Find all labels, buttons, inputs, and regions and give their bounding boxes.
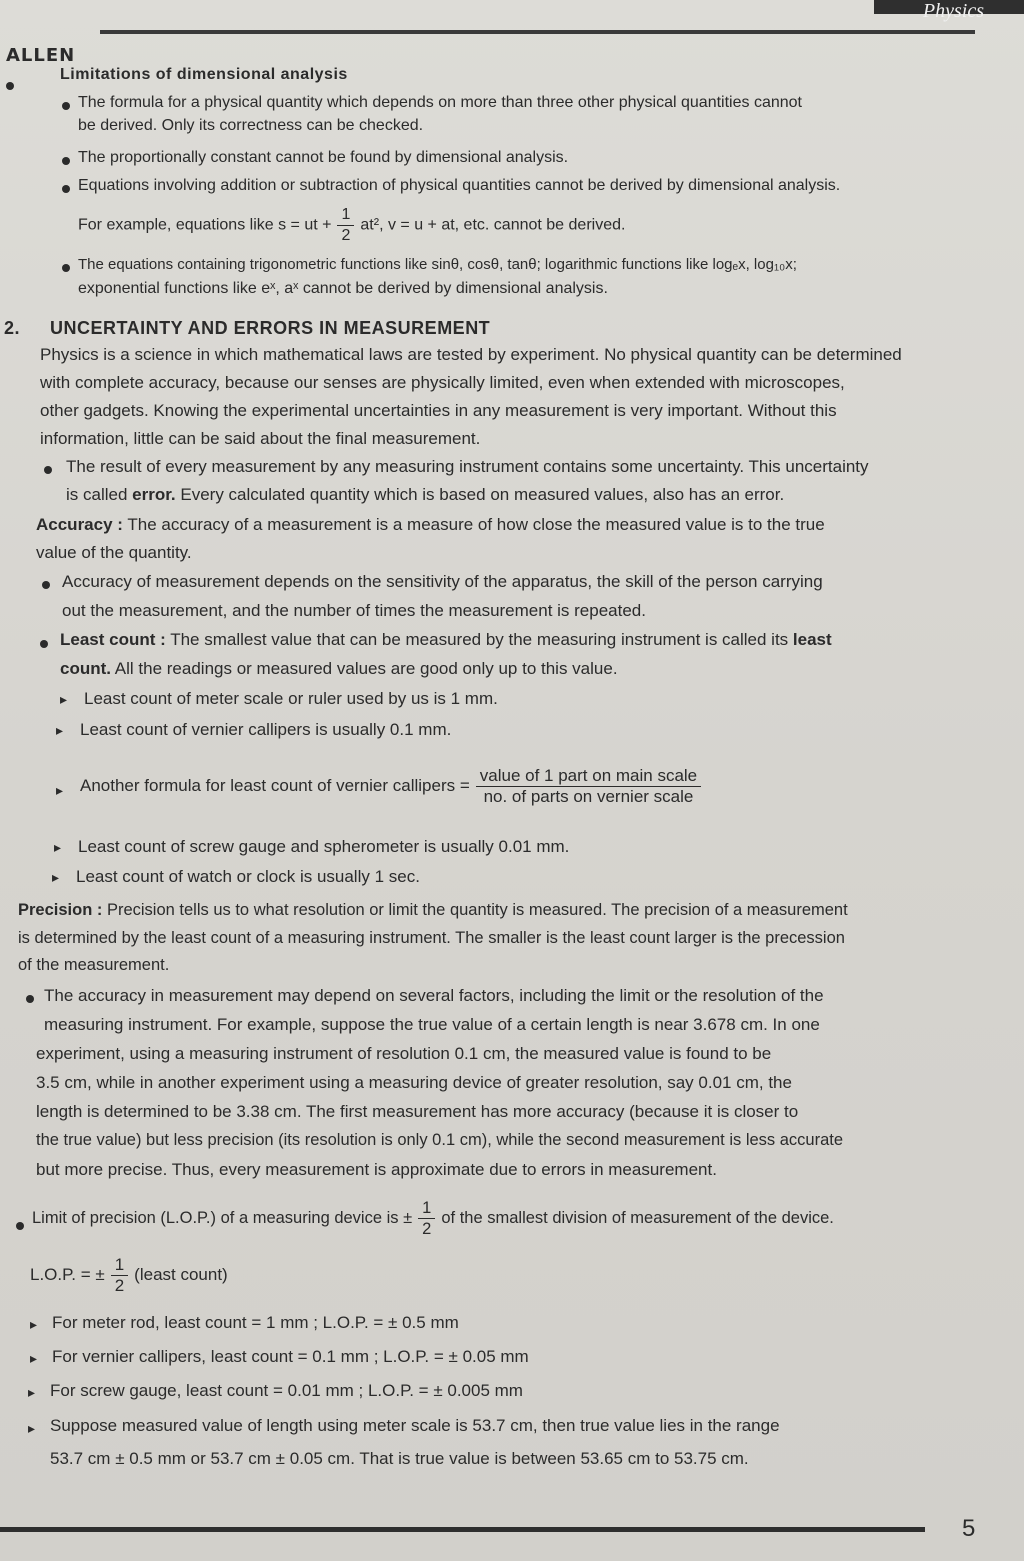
lop-definition xyxy=(32,1198,834,1239)
lop-vernier: For vernier callipers, least count = 0.1 mm ; L.O.P. = ± 0.05 mm xyxy=(52,1347,529,1366)
accuracy-bullet-2: out the measurement, and the number of times the measurement is repeated. xyxy=(62,601,646,620)
half-fraction xyxy=(337,205,354,246)
arrow-bullet-icon: ▸ xyxy=(56,722,64,738)
arrow-bullet-icon: ▸ xyxy=(28,1384,36,1400)
intro-line-3: other gadgets. Knowing the experimental uncertainties in any measurement is very important. Without this xyxy=(40,401,837,420)
arrow-bullet-icon: ▸ xyxy=(56,782,64,798)
lop-eq-numerator: 1 xyxy=(111,1255,128,1276)
arrow-bullet-icon: ▸ xyxy=(60,691,68,707)
fraction-denominator: 2 xyxy=(341,227,351,244)
count-term: count. xyxy=(60,659,111,678)
lop-denominator: 2 xyxy=(422,1220,432,1238)
accuracy-text: The accuracy of a measurement is a measure of how close the measured value is to the true xyxy=(127,515,825,534)
lop-fraction xyxy=(418,1198,435,1239)
lop-meter: For meter rod, least count = 1 mm ; L.O.P. = ± 0.5 mm xyxy=(52,1313,459,1332)
arrow-bullet-icon: ▸ xyxy=(54,839,62,855)
bullet-icon xyxy=(40,640,48,648)
bullet-icon xyxy=(62,185,70,193)
section-title: UNCERTAINTY AND ERRORS IN MEASUREMENT xyxy=(50,318,491,338)
error-suffix: Every calculated quantity which is based on measured values, also has an error. xyxy=(180,485,785,504)
error-line-2 xyxy=(66,485,784,505)
precision-line-3: of the measurement. xyxy=(18,956,170,974)
formula-prefix: Another formula for least count of vernier callipers = xyxy=(80,775,470,795)
lop-example-1: Suppose measured value of length using meter scale is 53.7 cm, then true value lies in the range xyxy=(50,1416,780,1435)
section-number: 2. xyxy=(4,318,21,338)
bullet-icon xyxy=(62,157,70,165)
precision-text: Precision tells us to what resolution or limit the quantity is measured. The precision of a measurement xyxy=(106,901,848,919)
formula-denominator: no. of parts on vernier scale xyxy=(483,787,694,806)
factors-line-7: but more precise. Thus, every measurement is approximate due to errors in measurement. xyxy=(36,1160,717,1179)
arrow-bullet-icon: ▸ xyxy=(30,1350,38,1366)
error-line-1: The result of every measurement by any measuring instrument contains some uncertainty. This uncertainty xyxy=(66,457,869,476)
bullet-icon xyxy=(26,995,34,1003)
example-prefix: For example, equations like xyxy=(78,216,274,234)
intro-line-1: Physics is a science in which mathematical laws are tested by experiment. No physical quantity can be determined xyxy=(40,345,902,364)
error-prefix: is called xyxy=(66,485,128,504)
intro-line-2: with complete accuracy, because our senses are physically limited, even when extended with microscopes, xyxy=(40,373,845,392)
least-count-text-2: All the readings or measured values are good only up to this value. xyxy=(114,659,618,678)
least-count-formula xyxy=(80,766,707,807)
intro-line-4: information, little can be said about the final measurement. xyxy=(40,429,481,448)
page-number: 5 xyxy=(962,1515,976,1542)
factors-line-2: measuring instrument. For example, suppose the true value of a certain length is near 3.678 cm. In one xyxy=(44,1015,820,1034)
precision-line-2: is determined by the least count of a measuring instrument. The smaller is the least count larger is the precession xyxy=(18,929,845,947)
lop-equation xyxy=(30,1255,228,1296)
precision-label: Precision : xyxy=(18,901,103,919)
accuracy-line-2: value of the quantity. xyxy=(36,543,192,562)
bullet-icon xyxy=(62,102,70,110)
least-count-screw: Least count of screw gauge and spherometer is usually 0.01 mm. xyxy=(78,837,570,856)
lop-eq-prefix: L.O.P. = ± xyxy=(30,1264,105,1284)
limitations-example xyxy=(78,205,625,246)
arrow-bullet-icon: ▸ xyxy=(52,869,60,885)
least-count-watch: Least count of watch or clock is usually 1 sec. xyxy=(76,867,420,886)
least-count-line-1 xyxy=(60,630,832,650)
error-term: error. xyxy=(132,485,176,504)
lop-example-2: 53.7 cm ± 0.5 mm or 53.7 cm ± 0.05 cm. That is true value is between 53.65 cm to 53.75 cm. xyxy=(50,1449,749,1468)
precision-line-1 xyxy=(18,901,848,920)
limitations-title: Limitations of dimensional analysis xyxy=(60,66,348,83)
arrow-bullet-icon: ▸ xyxy=(28,1420,36,1436)
bullet-icon xyxy=(62,264,70,272)
least-count-vernier: Least count of vernier callipers is usually 0.1 mm. xyxy=(80,720,452,739)
lop-suffix: of the smallest division of measurement of the device. xyxy=(441,1208,834,1227)
example-eq-part2: at², v = u + at, etc. cannot be derived. xyxy=(360,216,626,234)
lop-eq-denominator: 2 xyxy=(114,1276,125,1295)
lop-screw: For screw gauge, least count = 0.01 mm ; L.O.P. = ± 0.005 mm xyxy=(50,1381,523,1400)
least-term: least xyxy=(792,630,832,649)
lop-prefix: Limit of precision (L.O.P.) of a measuring device is ± xyxy=(32,1208,413,1227)
factors-line-4: 3.5 cm, while in another experiment using a measuring device of greater resolution, say 0.01 cm, the xyxy=(36,1073,792,1092)
accuracy-label: Accuracy : xyxy=(36,515,123,534)
accuracy-bullet-1: Accuracy of measurement depends on the sensitivity of the apparatus, the skill of the person carrying xyxy=(62,572,823,591)
header-subject: Physics xyxy=(922,0,984,22)
bullet-icon xyxy=(42,581,50,589)
lop-numerator: 1 xyxy=(418,1198,435,1219)
bullet-icon xyxy=(44,466,52,474)
limitations-b4a: The equations containing trigonometric functions like sinθ, cosθ, tanθ; logarithmic functions like logₑx, log₁₀x; xyxy=(78,256,797,273)
formula-fraction xyxy=(476,766,701,807)
allen-logo: ALLEN xyxy=(6,45,76,66)
lop-eq-fraction xyxy=(111,1255,128,1296)
fraction-numerator: 1 xyxy=(337,205,354,226)
accuracy-line-1 xyxy=(36,515,825,535)
limitations-b1b: be derived. Only its correctness can be checked. xyxy=(78,117,424,134)
least-count-text: The smallest value that can be measured by the measuring instrument is called its xyxy=(170,630,789,649)
footer-rule xyxy=(0,1527,925,1532)
example-eq-part1: s = ut + xyxy=(278,216,332,234)
limitations-b1a: The formula for a physical quantity which depends on more than three other physical quantities cannot xyxy=(78,94,802,111)
factors-line-3: experiment, using a measuring instrument of resolution 0.1 cm, the measured value is found to be xyxy=(36,1044,772,1063)
limitations-b4b: exponential functions like eˣ, aˣ cannot be derived by dimensional analysis. xyxy=(78,280,608,297)
lop-eq-suffix: (least count) xyxy=(134,1264,228,1284)
arrow-bullet-icon: ▸ xyxy=(30,1316,38,1332)
least-count-label: Least count : xyxy=(60,630,166,649)
factors-line-1: The accuracy in measurement may depend on several factors, including the limit or the resolution of the xyxy=(44,986,824,1005)
least-count-meter: Least count of meter scale or ruler used by us is 1 mm. xyxy=(84,689,498,708)
formula-numerator: value of 1 part on main scale xyxy=(476,766,701,787)
least-count-line-2 xyxy=(60,659,618,679)
limitations-b2: The proportionally constant cannot be found by dimensional analysis. xyxy=(78,149,569,166)
bullet-icon xyxy=(16,1222,24,1230)
square-bullet-icon xyxy=(6,82,14,90)
factors-line-5: length is determined to be 3.38 cm. The first measurement has more accuracy (because it is closer to xyxy=(36,1102,799,1121)
limitations-b3: Equations involving addition or subtraction of physical quantities cannot be derived by dimensional analysis. xyxy=(78,177,841,194)
factors-line-6: the true value) but less precision (its resolution is only 0.1 cm), while the second measurement is less accurate xyxy=(36,1131,844,1149)
